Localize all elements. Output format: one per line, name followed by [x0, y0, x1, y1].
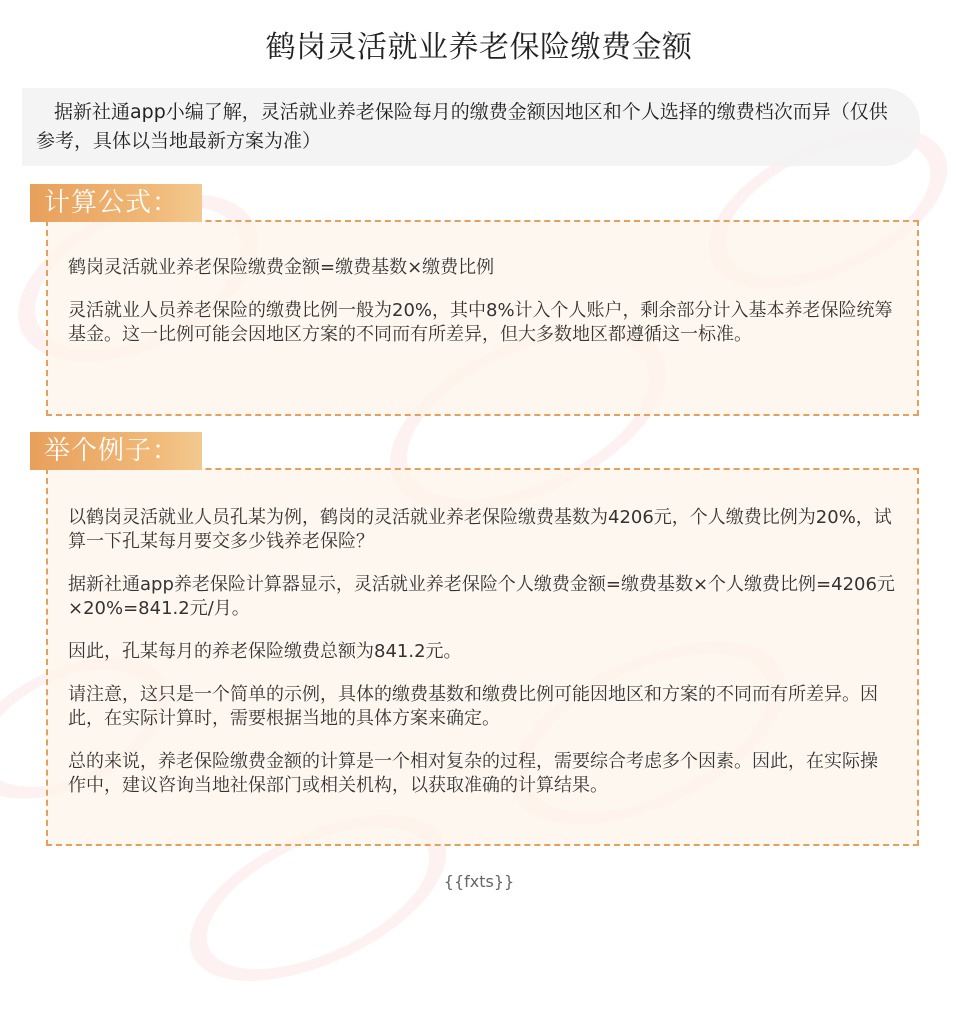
example-box: [46, 468, 919, 846]
formula-box: [46, 220, 919, 416]
formula-text: 鹤岗灵活就业养老保险缴费金额=缴费基数×缴费比例: [68, 257, 495, 278]
example-paragraph: 总的来说，养老保险缴费金额的计算是一个相对复杂的过程，需要综合考虑多个因素。因此，在实际操作中，建议咨询当地社保部门或相关机构，以获取准确的计算结果。: [68, 751, 878, 796]
page-title: 鹤岗灵活就业养老保险缴费金额: [265, 30, 693, 65]
section-label-example: 举个例子：: [30, 432, 202, 470]
example-paragraph: 据新社通app养老保险计算器显示，灵活就业养老保险个人缴费金额=缴费基数×个人缴费比例=4206元×20%=841.2元/月。: [68, 574, 895, 619]
section-label-formula: 计算公式：: [30, 184, 202, 222]
footer-placeholder: {{fxts}}: [443, 872, 515, 891]
intro-paragraph: 据新社通app小编了解，灵活就业养老保险每月的缴费金额因地区和个人选择的缴费档次而异（仅供参考，具体以当地最新方案为准）: [22, 88, 920, 166]
formula-explanation: 灵活就业人员养老保险的缴费比例一般为20%，其中8%计入个人账户，剩余部分计入基本养老保险统筹基金。这一比例可能会因地区方案的不同而有所差异，但大多数地区都遵循这一标准。: [68, 300, 893, 345]
example-paragraph: 请注意，这只是一个简单的示例，具体的缴费基数和缴费比例可能因地区和方案的不同而有所差异。因此，在实际计算时，需要根据当地的具体方案来确定。: [68, 684, 878, 729]
example-paragraph: 以鹤岗灵活就业人员孔某为例，鹤岗的灵活就业养老保险缴费基数为4206元，个人缴费比例为20%，试算一下孔某每月要交多少钱养老保险？: [68, 507, 892, 552]
example-paragraph: 因此，孔某每月的养老保险缴费总额为841.2元。: [68, 641, 462, 662]
